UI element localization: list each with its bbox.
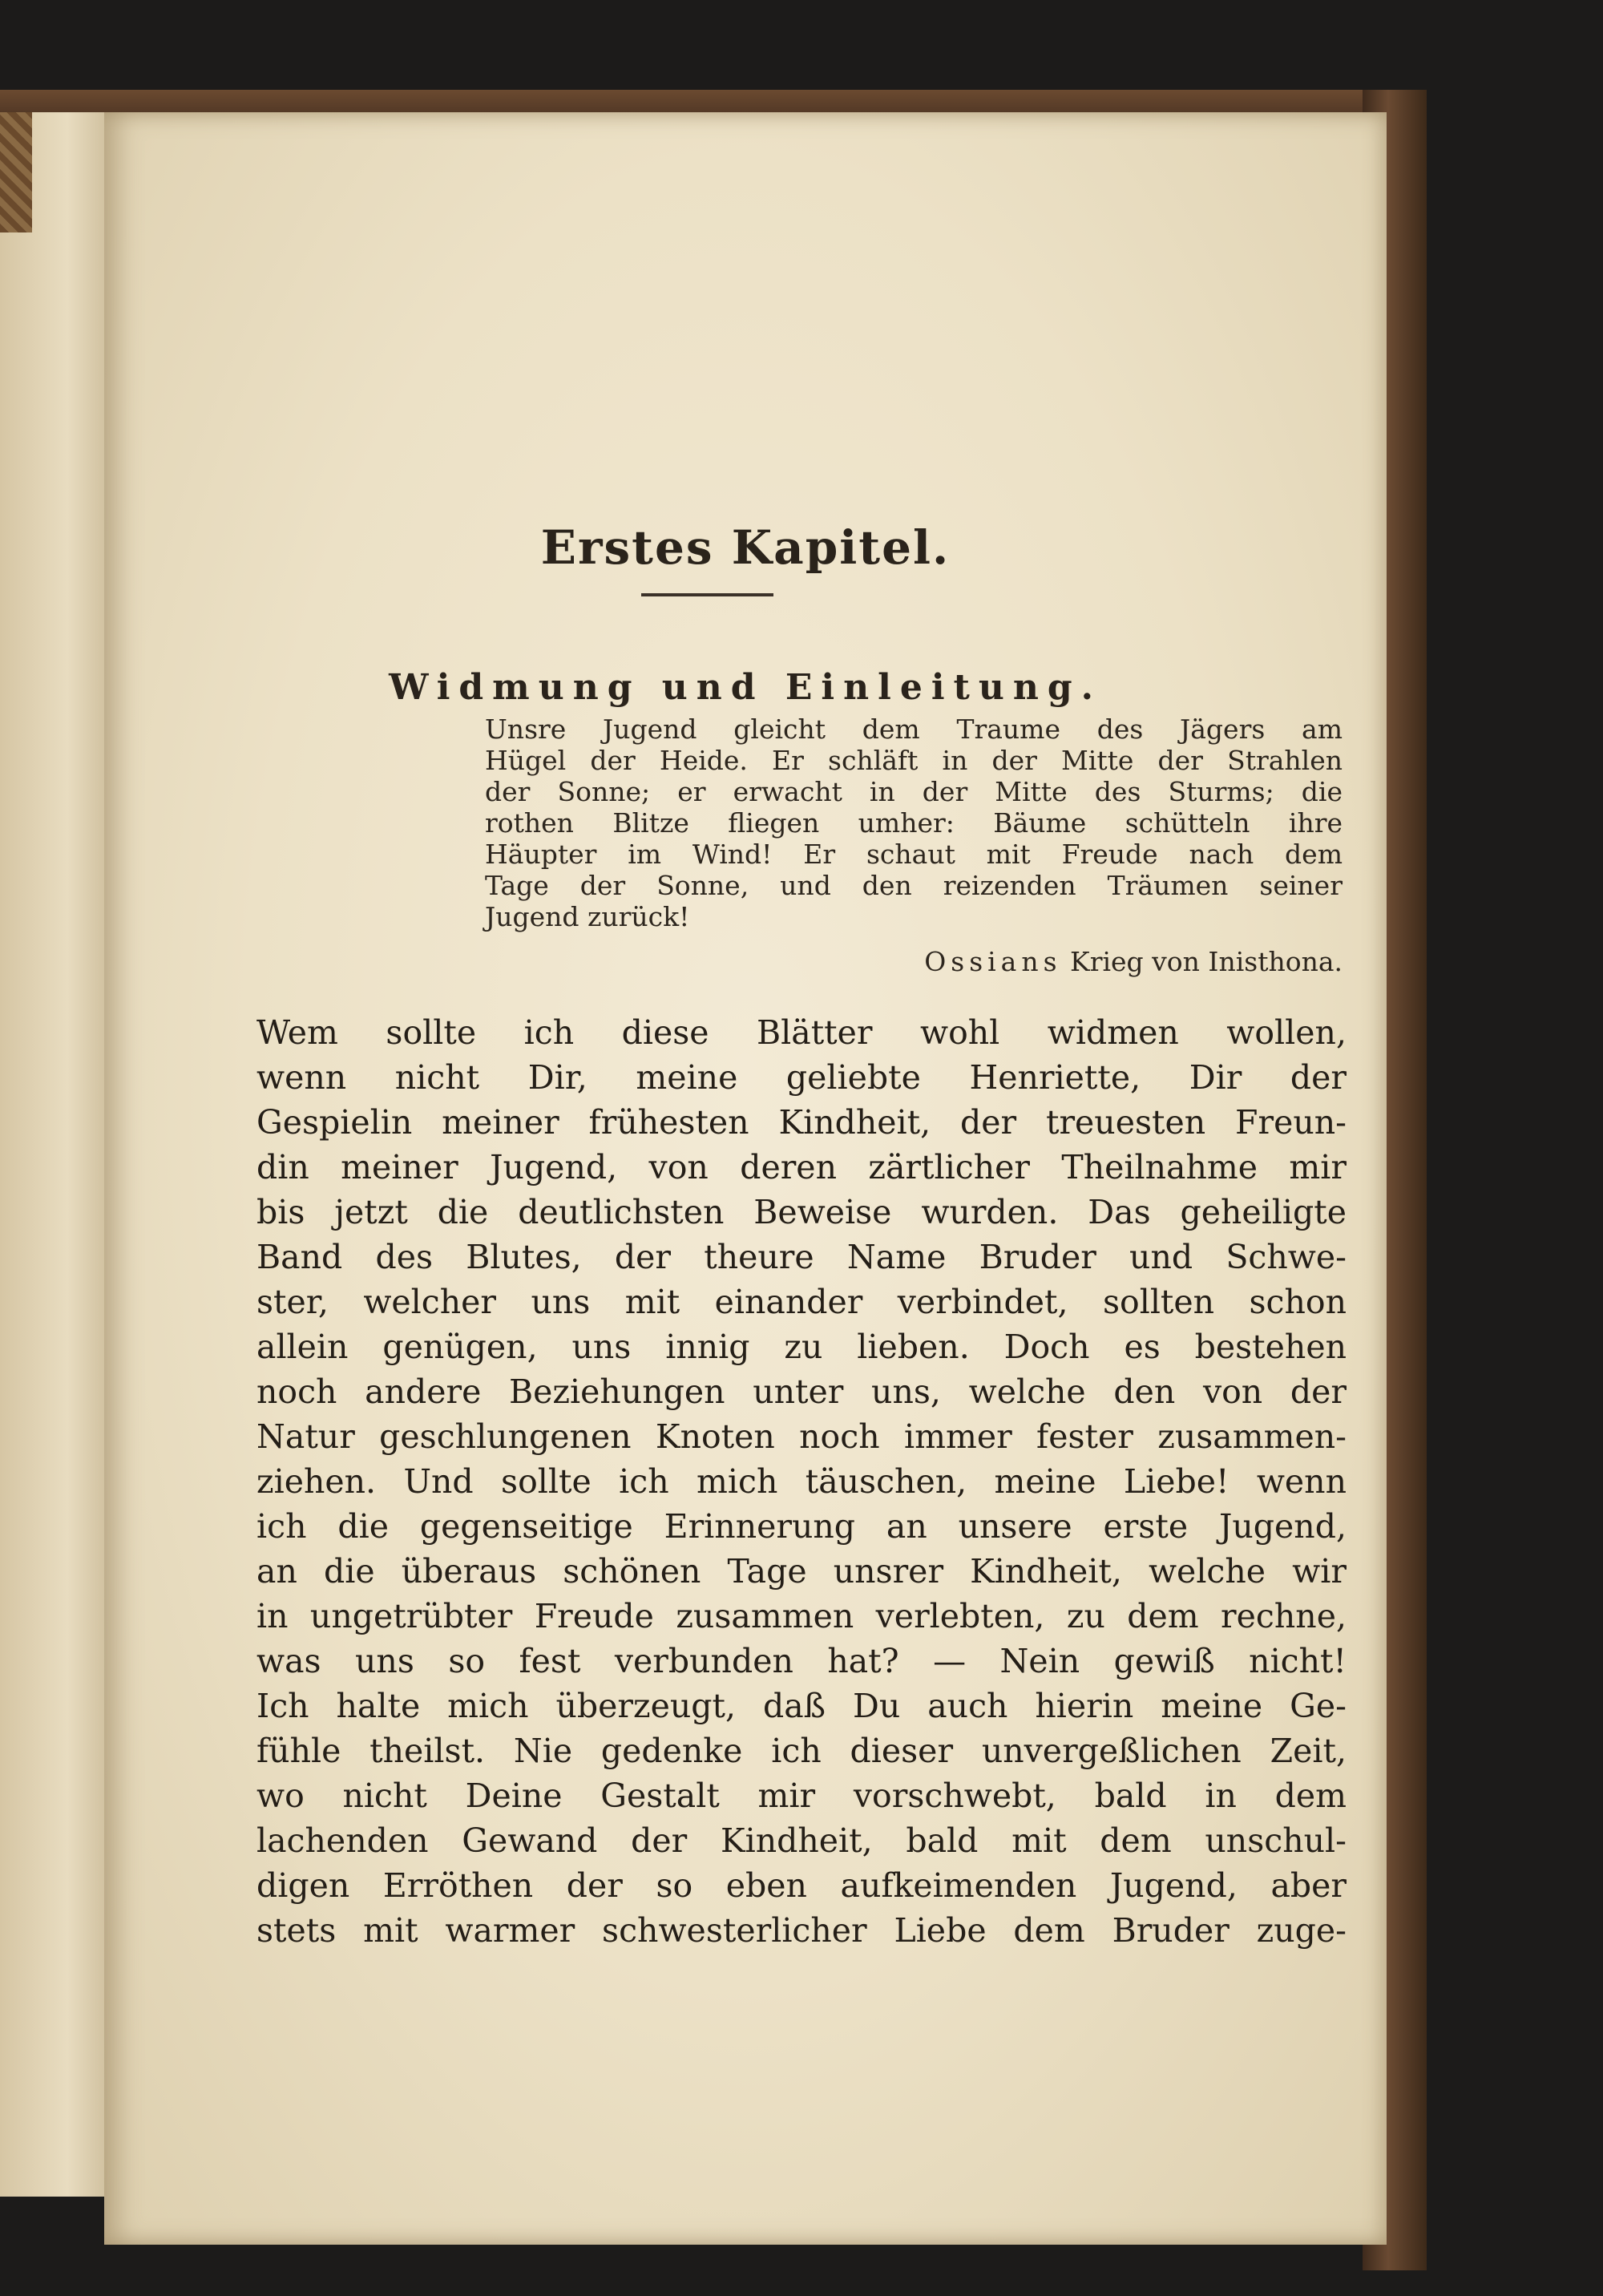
book-page <box>104 112 1387 2245</box>
chapter-title: Erstes Kapitel. <box>540 519 951 575</box>
epigraph-line: Tage der Sonne, und den reizenden Träumen seiner <box>485 870 1343 901</box>
body-line: lachenden Gewand der Kindheit, bald mit dem unschul- <box>256 1821 1347 1860</box>
body-line: Ich halte mich überzeugt, daß Du auch hierin meine Ge- <box>256 1687 1347 1725</box>
epigraph-line: Jugend zurück! <box>485 901 690 932</box>
body-line: digen Erröthen der so eben aufkeimenden Jugend, aber <box>256 1866 1347 1905</box>
body-line: Gespielin meiner frühesten Kindheit, der treuesten Freun- <box>256 1103 1347 1142</box>
body-line: noch andere Beziehungen unter uns, welche den von der <box>256 1372 1347 1411</box>
epigraph <box>485 713 1343 932</box>
body-line: Natur geschlungenen Knoten noch immer fester zusammen- <box>256 1417 1347 1456</box>
body-line: wenn nicht Dir, meine geliebte Henriette, Dir der <box>256 1058 1347 1097</box>
body-line: wo nicht Deine Gestalt mir vorschwebt, bald in dem <box>256 1777 1347 1815</box>
body-line: Band des Blutes, der theure Name Bruder und Schwe- <box>256 1238 1347 1276</box>
body-line: bis jetzt die deutlichsten Beweise wurden. Das geheiligte <box>256 1193 1347 1231</box>
body-line: ich die gegenseitige Erinnerung an unsere erste Jugend, <box>256 1507 1347 1546</box>
body-line: fühle theilst. Nie gedenke ich dieser unvergeßlichen Zeit, <box>256 1732 1347 1770</box>
attribution-name: Ossians <box>924 946 1062 977</box>
body-text <box>256 1010 1347 1953</box>
body-line: din meiner Jugend, von deren zärtlicher Theilnahme mir <box>256 1148 1347 1186</box>
bookmark-ribbon <box>0 112 32 232</box>
epigraph-line: der Sonne; er erwacht in der Mitte des Sturms; die <box>485 776 1343 807</box>
section-title: Widmung und Einleitung. <box>389 666 1102 708</box>
body-line: an die überaus schönen Tage unsrer Kindheit, welche wir <box>256 1552 1347 1591</box>
body-line: ziehen. Und sollte ich mich täuschen, meine Liebe! wenn <box>256 1462 1347 1501</box>
body-line: stets mit warmer schwesterlicher Liebe dem Bruder zuge- <box>256 1911 1347 1950</box>
title-divider <box>641 593 773 596</box>
epigraph-attribution <box>745 946 1343 977</box>
body-line: in ungetrübter Freude zusammen verlebten, zu dem rechne, <box>256 1597 1347 1635</box>
body-line: allein genügen, uns innig zu lieben. Doch es bestehen <box>256 1328 1347 1366</box>
body-line: ster, welcher uns mit einander verbindet, sollten schon <box>256 1283 1347 1321</box>
epigraph-line: rothen Blitze fliegen umher: Bäume schütteln ihre <box>485 807 1343 839</box>
body-line: was uns so fest verbunden hat? — Nein gewiß nicht! <box>256 1642 1347 1680</box>
epigraph-line: Unsre Jugend gleicht dem Traume des Jägers am <box>485 713 1343 745</box>
left-page-edge <box>0 112 112 2197</box>
body-line: Wem sollte ich diese Blätter wohl widmen wollen, <box>256 1013 1347 1052</box>
attribution-source: Krieg von Inisthona. <box>1061 946 1343 977</box>
epigraph-line: Häupter im Wind! Er schaut mit Freude nach dem <box>485 839 1343 870</box>
epigraph-line: Hügel der Heide. Er schläft in der Mitte der Strahlen <box>485 745 1343 776</box>
